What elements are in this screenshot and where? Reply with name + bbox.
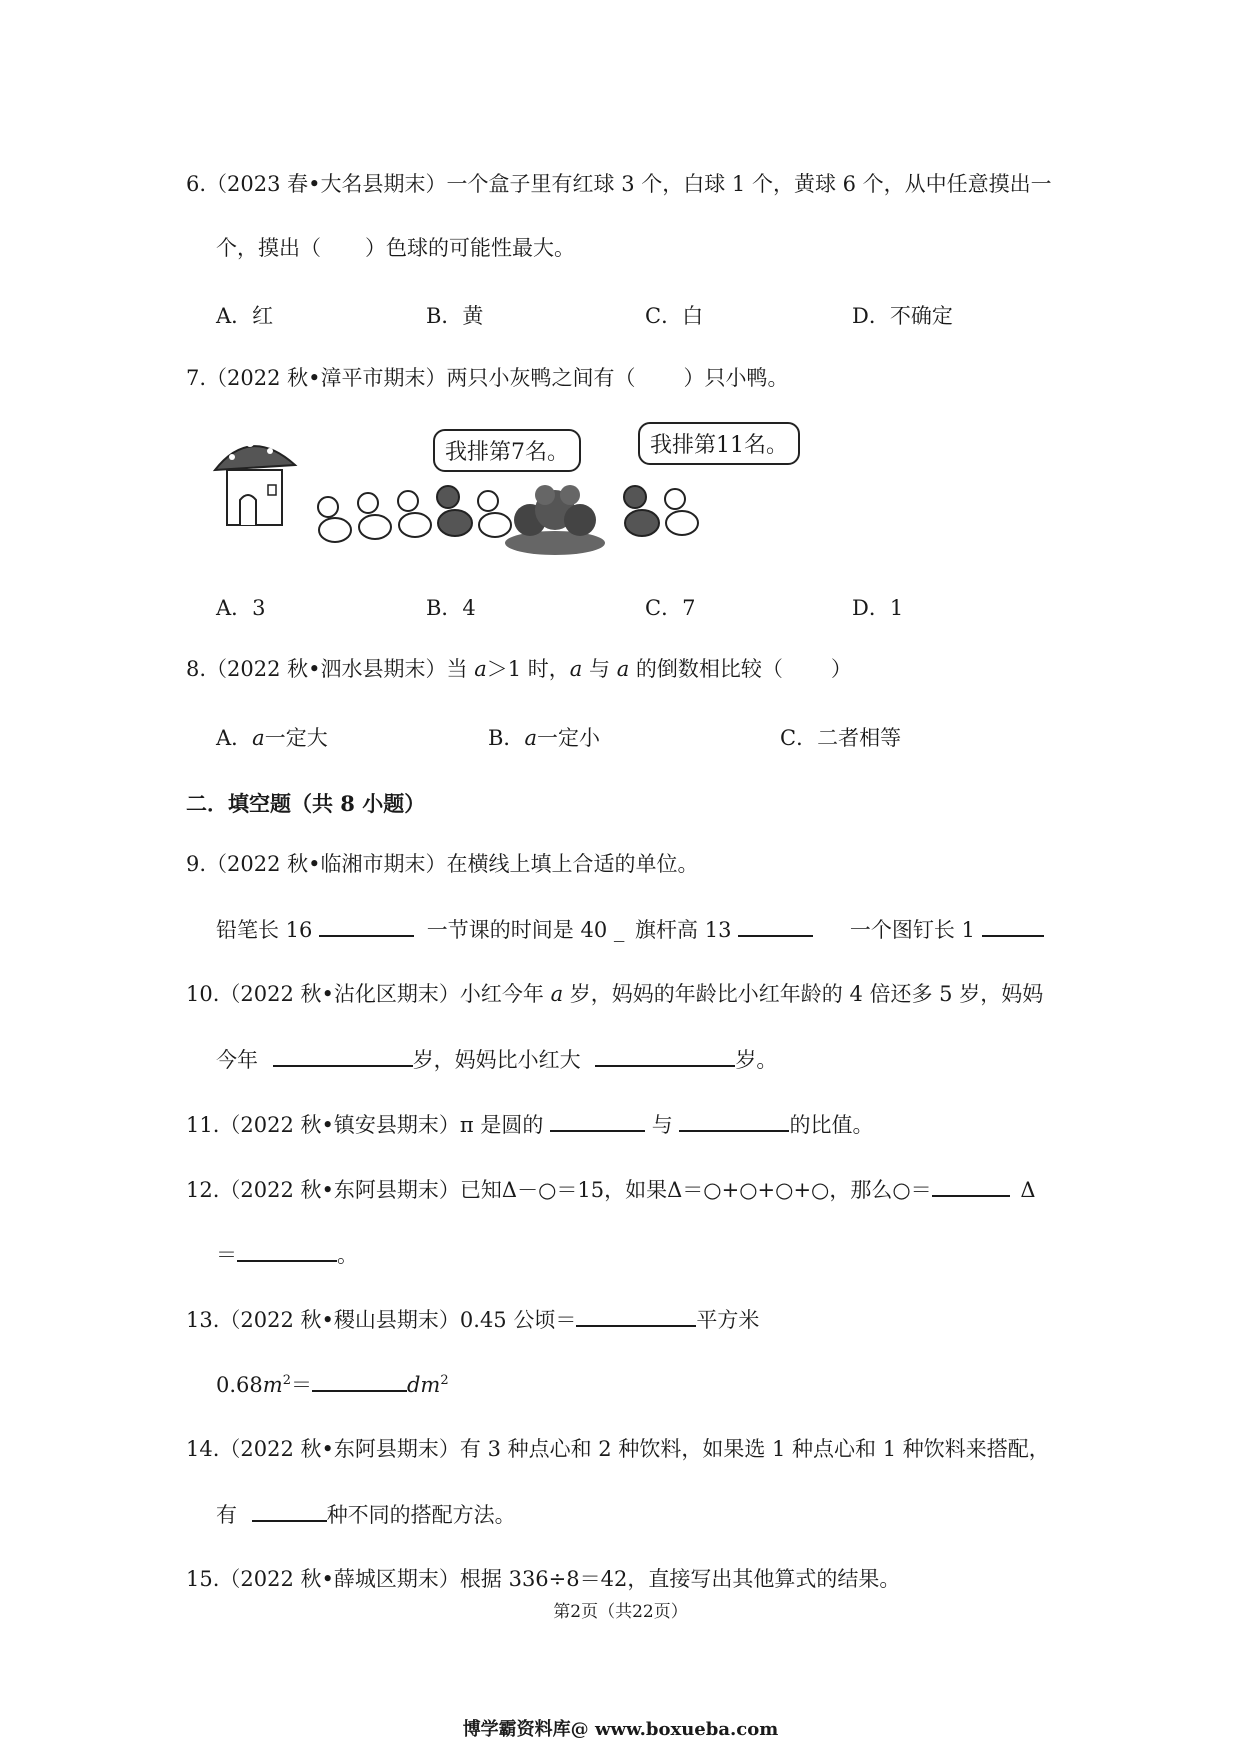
q7-stem-a: 7.（2022 秋•漳平市期末）两只小灰鸭之间有（ (186, 366, 636, 390)
q13-line2 (216, 1372, 449, 1398)
q12-b: Δ (1020, 1178, 1036, 1202)
q8-var-a: a (252, 726, 265, 750)
q13-line1 (186, 1307, 759, 1333)
q8-stem-d: 的倒数相比较（ (629, 657, 783, 681)
q10-line2-a: 今年 (216, 1048, 258, 1072)
q10-line1-a: 10.（2022 秋•沾化区期末）小红今年 (186, 982, 551, 1006)
q8-stem-c: 与 (582, 657, 617, 681)
answer-blank[interactable] (982, 917, 1044, 937)
q8-option-a-text: 一定大 (264, 726, 328, 750)
q7-option-c: C．7 (645, 596, 696, 620)
q13-b: 平方米 (696, 1308, 760, 1332)
q8-stem-a: 8.（2022 秋•泗水县期末）当 (186, 657, 475, 681)
answer-blank[interactable] (319, 917, 414, 937)
q6-option-c: C．白 (645, 304, 704, 328)
page-footer: 第2页（共22页） (553, 1602, 688, 1622)
answer-blank[interactable] (932, 1177, 1010, 1197)
q6-line2 (216, 236, 575, 261)
q13-a: 13.（2022 秋•稷山县期末）0.45 公顷＝ (186, 1308, 577, 1332)
q6-option-d: D．不确定 (852, 304, 953, 328)
q9-fills (216, 917, 1044, 943)
q8-stem (186, 657, 852, 682)
q12-line1 (186, 1177, 1036, 1203)
q6-line2-a: 个，摸出（ (216, 236, 321, 260)
duck-icon (358, 493, 391, 539)
q9-part1: 铅笔长 16 (216, 918, 313, 942)
q13-unit-dm: dm (406, 1373, 441, 1397)
q8-option-b-text: 一定小 (536, 726, 600, 750)
bush-icon (505, 485, 605, 555)
q8-option-c: C．二者相等 (780, 726, 902, 750)
q9-stem: 9.（2022 秋•临湘市期末）在横线上填上合适的单位。 (186, 852, 699, 876)
q10-line1-b: 岁，妈妈的年龄比小红年龄的 4 倍还多 5 岁，妈妈 (563, 982, 1044, 1006)
answer-blank[interactable] (312, 1372, 407, 1392)
q9-part4: 一个图钉长 1 (849, 918, 975, 942)
q10-line2 (216, 1047, 777, 1073)
duck-icon (478, 491, 511, 537)
speech-bubble-7th: 我排第7名。 (433, 429, 581, 472)
q12-a: 12.（2022 秋•东阿县期末）已知Δ－○＝15，如果Δ＝○+○+○+○，那么○＝ (186, 1178, 932, 1202)
q14-line2-a: 有 (216, 1503, 237, 1527)
grey-duck-icon (437, 486, 472, 536)
q12-line2 (216, 1242, 358, 1268)
answer-blank[interactable] (738, 917, 813, 937)
q9-part3: 旗杆高 13 (635, 918, 732, 942)
q10-line2-c: 岁。 (735, 1048, 778, 1072)
speech-bubble-11th: 我排第11名。 (638, 422, 800, 465)
q8-option-b-label: B． (488, 726, 525, 750)
answer-blank[interactable] (273, 1047, 413, 1067)
q7-stem-b: ）只小鸭。 (683, 366, 789, 390)
q9-part2: 一节课的时间是 40 _ (426, 918, 625, 942)
q6-option-a: A．红 (216, 304, 274, 328)
q8-stem-e: ） (830, 657, 852, 681)
watermark: 博学霸资料库@ www.boxueba.com (462, 1719, 779, 1740)
q8-option-a (216, 722, 328, 752)
q6-line2-b: ）色球的可能性最大。 (365, 236, 575, 260)
q8-var-a: a (569, 657, 583, 681)
answer-blank[interactable] (550, 1112, 645, 1132)
q7-option-a: A．3 (216, 596, 266, 620)
q7-option-b: B．4 (426, 596, 476, 620)
q8-var-a: a (474, 657, 487, 681)
q8-var-a: a (524, 726, 537, 750)
q11-a: 11.（2022 秋•镇安县期末）π 是圆的 (186, 1113, 544, 1137)
section-heading: 二．填空题（共 8 小题） (186, 791, 426, 816)
answer-blank[interactable] (595, 1047, 735, 1067)
duck-icon (318, 497, 351, 542)
q10-line1 (186, 982, 1043, 1007)
q6-line1: 6.（2023 春•大名县期末）一个盒子里有红球 3 个，白球 1 个，黄球 6 个，从中任意摸出一 (186, 172, 1052, 196)
answer-blank[interactable] (679, 1112, 789, 1132)
q13-eq: ＝ (290, 1373, 312, 1397)
q13-unit-m: m (262, 1373, 283, 1397)
q13-sup: 2 (282, 1373, 291, 1388)
q14-line2 (216, 1502, 516, 1528)
q13-num: 0.68 (216, 1373, 263, 1397)
q10-line2-b: 岁，妈妈比小红大 (412, 1048, 581, 1072)
grey-duck-icon (624, 486, 659, 536)
q8-var-a: a (616, 657, 630, 681)
q10-var-a: a (550, 982, 564, 1006)
answer-blank[interactable] (252, 1502, 327, 1522)
q12-d: 。 (337, 1243, 358, 1267)
q12-c: ＝ (216, 1243, 237, 1267)
duck-icon (665, 489, 698, 535)
q7-option-d: D．1 (852, 596, 904, 620)
answer-blank[interactable] (237, 1242, 337, 1262)
q8-option-b (488, 722, 600, 752)
q7-stem (186, 366, 789, 391)
q15-stem: 15.（2022 秋•薛城区期末）根据 336÷8＝42，直接写出其他算式的结果。 (186, 1567, 901, 1591)
q8-stem-b: ＞1 时， (486, 657, 570, 681)
q11 (186, 1112, 873, 1138)
q14-line2-b: 种不同的搭配方法。 (326, 1503, 516, 1527)
q14-line1: 14.（2022 秋•东阿县期末）有 3 种点心和 2 种饮料，如果选 1 种点心和 1 种饮料来搭配， (186, 1437, 1050, 1461)
answer-blank[interactable] (576, 1307, 696, 1327)
q8-option-a-label: A． (216, 726, 253, 750)
duck-icon (398, 491, 431, 537)
q6-option-b: B．黄 (426, 304, 484, 328)
q13-sup: 2 (440, 1373, 449, 1388)
mushroom-house-icon (215, 439, 295, 525)
q11-c: 的比值。 (789, 1113, 874, 1137)
q11-b: 与 (651, 1113, 673, 1137)
